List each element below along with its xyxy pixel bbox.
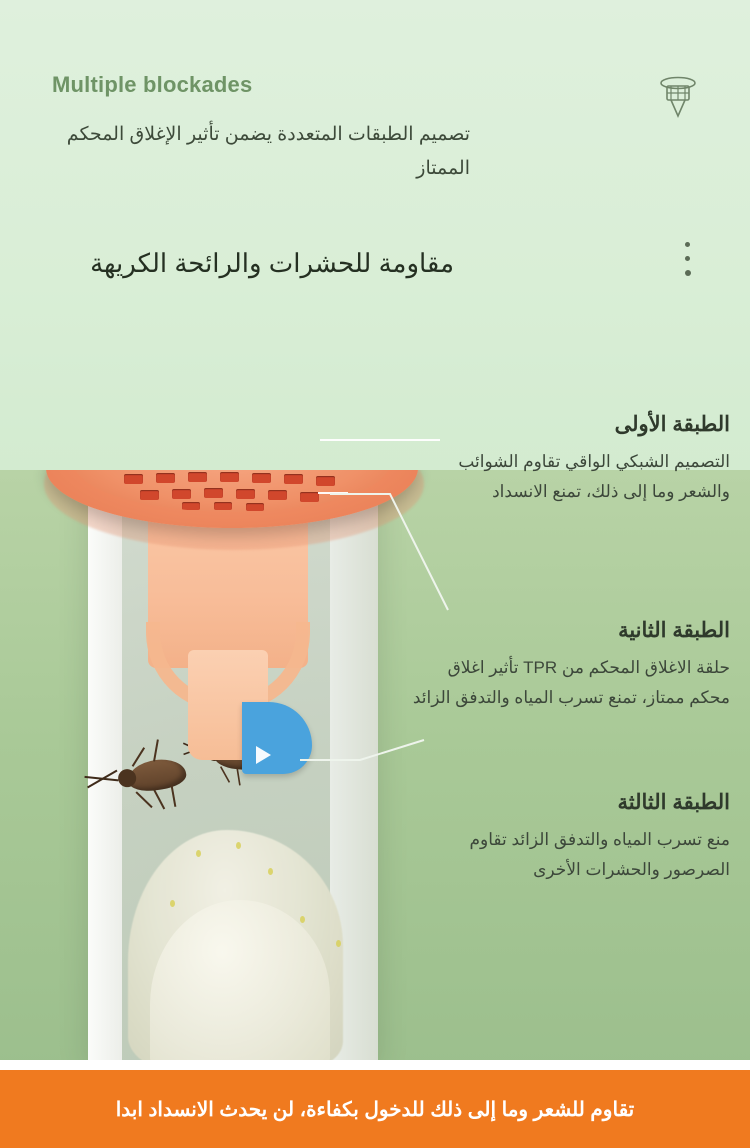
flow-arrow-icon [256,746,271,764]
callout-layer-2 [410,618,730,713]
drain-icon [658,76,698,120]
leader-line-layer-1 [320,439,440,441]
debris-speck [236,842,241,849]
callout-layer-2-title: الطبقة الثانية [618,619,730,642]
debris-speck [268,868,273,875]
subheadline-arabic: مقاومة للحشرات والرائحة الكريهة [90,248,454,278]
headline-arabic: تصميم الطبقات المتعددة يضمن تأثير الإغلاق المحكم الممتاز [66,124,470,179]
page-title: Multiple blockades [52,72,253,97]
callout-layer-1-body: التصميم الشبكي الواقي تقاوم الشوائب والشعر وما إلى ذلك، تمنع الانسداد [458,452,730,501]
callout-layer-1 [425,412,730,507]
debris-speck [336,940,341,947]
bottom-banner-text: تقاوم للشعر وما إلى ذلك للدخول بكفاءة، لن يحدث الانسداد ابدا [115,1098,635,1121]
debris-speck [170,900,175,907]
top-text-panel [0,0,750,470]
debris-speck [300,916,305,923]
vertical-dots-icon [685,242,693,284]
callout-layer-3-body: منع تسرب المياه والتدفق الزائد تقاوم الصرصور والحشرات الأخرى [469,830,730,879]
callout-layer-2-body: حلقة الاغلاق المحكم من TPR تأثير اغلاق محكم ممتاز، تمنع تسرب المياه والتدفق الزائد [412,658,730,707]
bottom-banner [0,1070,750,1148]
callout-layer-3 [400,790,730,885]
debris-speck [196,850,201,857]
callout-layer-3-title: الطبقة الثالثة [617,791,730,814]
banner-divider [0,1060,750,1070]
callout-layer-1-title: الطبقة الأولى [614,413,730,436]
